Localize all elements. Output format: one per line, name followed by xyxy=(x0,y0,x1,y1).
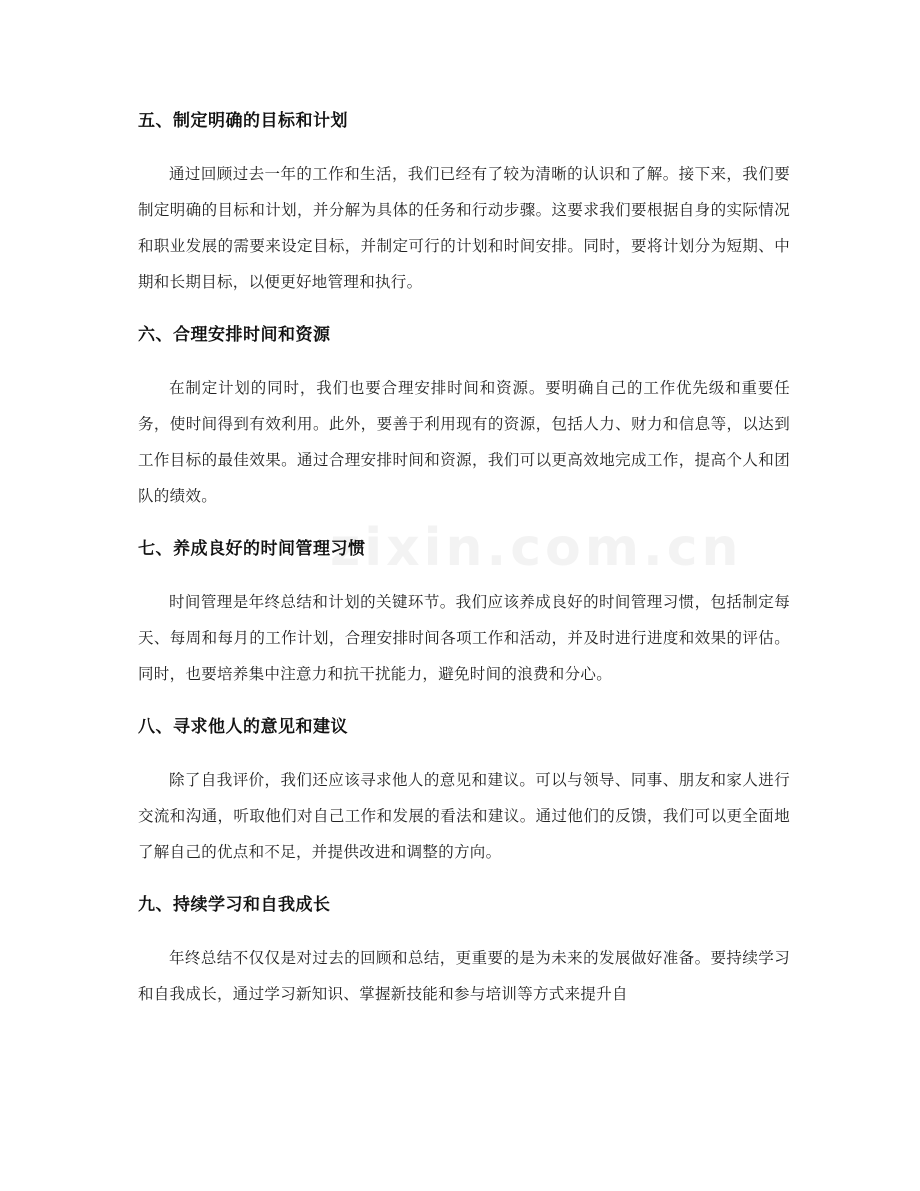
section-heading: 八、寻求他人的意见和建议 xyxy=(138,717,348,737)
section-paragraph: 在制定计划的同时，我们也要合理安排时间和资源。要明确自己的工作优先级和重要任务，使时间得到有效利用。此外，要善于利用现有的资源，包括人力、财力和信息等，以达到工作目标的最佳效果。通过合理安排时间和资源，我们可以更高效地完成工作，提高个人和团队的绩效。 xyxy=(138,379,790,505)
section-paragraph: 通过回顾过去一年的工作和生活，我们已经有了较为清晰的认识和了解。接下来，我们要制定明确的目标和计划，并分解为具体的任务和行动步骤。这要求我们要根据自身的实际情况和职业发展的需要来设定目标，并制定可行的计划和时间安排。同时，要将计划分为短期、中期和长期目标，以便更好地管理和执行。 xyxy=(138,165,790,291)
section-6 xyxy=(138,317,790,514)
section-heading: 六、合理安排时间和资源 xyxy=(138,325,331,345)
section-heading: 九、持续学习和自我成长 xyxy=(138,895,331,915)
section-7 xyxy=(138,531,790,692)
section-8 xyxy=(138,709,790,870)
section-paragraph: 年终总结不仅仅是对过去的回顾和总结，更重要的是为未来的发展做好准备。要持续学习和自我成长，通过学习新知识、掌握新技能和参与培训等方式来提升自 xyxy=(138,949,790,1003)
section-paragraph: 时间管理是年终总结和计划的关键环节。我们应该养成良好的时间管理习惯，包括制定每天、每周和每月的工作计划，合理安排时间各项工作和活动，并及时进行进度和效果的评估。同时，也要培养集中注意力和抗干扰能力，避免时间的浪费和分心。 xyxy=(138,593,790,683)
section-9 xyxy=(138,887,790,1012)
section-heading: 五、制定明确的目标和计划 xyxy=(138,111,348,131)
section-5 xyxy=(138,103,790,300)
document-body xyxy=(138,103,790,1029)
watermark: zixin.com.cn xyxy=(330,518,743,578)
section-paragraph: 除了自我评价，我们还应该寻求他人的意见和建议。可以与领导、同事、朋友和家人进行交流和沟通，听取他们对自己工作和发展的看法和建议。通过他们的反馈，我们可以更全面地了解自己的优点和不足，并提供改进和调整的方向。 xyxy=(138,771,790,861)
section-heading: 七、养成良好的时间管理习惯 xyxy=(138,539,366,559)
